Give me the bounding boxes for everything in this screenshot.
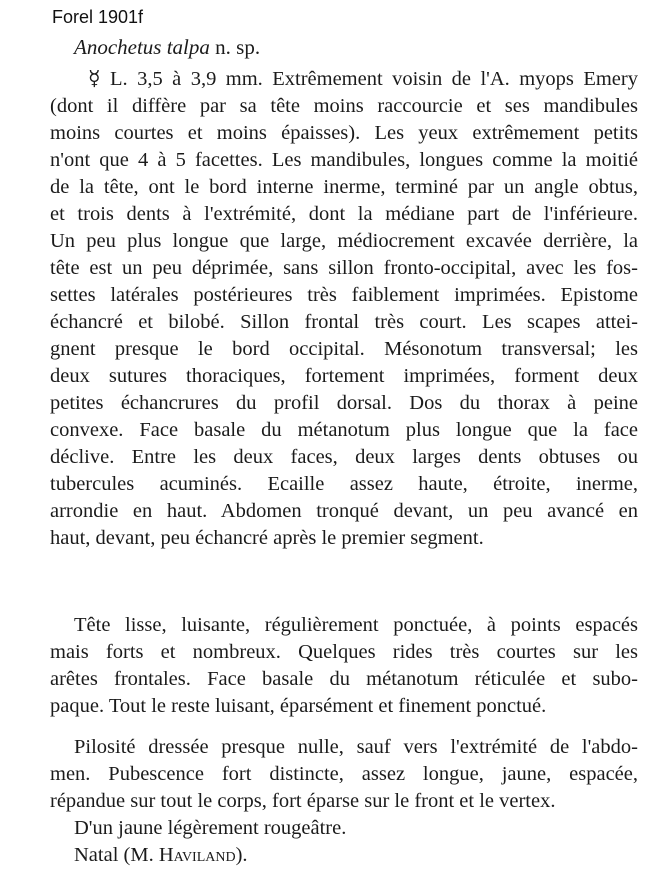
description-line: tête est un peu déprimée, sans sillon fronto-occipital, avec les fos-: [50, 257, 638, 279]
description-line: arrondie en haut. Abdomen tronqué devant, un peu avancé en: [50, 500, 638, 522]
description-line: settes latérales postérieures très faiblement imprimées. Epistome: [50, 284, 638, 306]
pilosity-paragraph: [50, 734, 638, 815]
color-paragraph: [74, 815, 638, 842]
sculpture-line: arêtes frontales. Face basale du métanotum réticulée et subo-: [50, 668, 638, 690]
description-line: Un peu plus longue que large, médiocrement excavée derrière, la: [50, 230, 638, 252]
description-line: déclive. Entre les deux faces, deux larges dents obtuses ou: [50, 446, 638, 468]
reference-label: Forel 1901f: [52, 7, 144, 27]
pilosity-line: men. Pubescence fort distincte, assez longue, jaune, espacée,: [50, 763, 638, 785]
sculpture-line: Tête lisse, luisante, régulièrement ponctuée, à points espacés: [74, 614, 638, 636]
locality-collector: (M. Haviland).: [123, 844, 248, 866]
description-line: et trois dents à l'extrémité, dont la médiane part de l'inférieure.: [50, 203, 638, 225]
species-title: [74, 34, 260, 60]
locality-paragraph: [74, 842, 638, 869]
locality-place: Natal: [74, 844, 119, 866]
sculpture-line: paque. Tout le reste luisant, éparsément et finement ponctué.: [50, 695, 547, 717]
description-line: gnent presque le bord occipital. Mésonotum transversal; les: [50, 338, 638, 360]
pilosity-line: Pilosité dressée presque nulle, sauf vers l'extrémité de l'abdo-: [74, 736, 638, 758]
description-line: haut, devant, peu échancré après le premier segment.: [50, 527, 484, 549]
description-line: convexe. Face basale du métanotum plus longue que la face: [50, 419, 638, 441]
description-line: (dont il diffère par sa tête moins raccourcie et ses mandibules: [50, 95, 638, 117]
sculpture-line: mais forts et nombreux. Quelques rides très courtes sur les: [50, 641, 638, 663]
description-line: n'ont que 4 à 5 facettes. Les mandibules, longues comme la moitié: [50, 149, 638, 171]
description-line: échancré et bilobé. Sillon frontal très court. Les scapes attei-: [50, 311, 638, 333]
description-line: moins courtes et moins épaisses). Les yeux extrêmement petits: [50, 122, 638, 144]
sculpture-paragraph: [50, 612, 638, 720]
description-line: tubercules acuminés. Ecaille assez haute, étroite, inerme,: [50, 473, 638, 495]
locality-line: [74, 842, 638, 869]
description-line: deux sutures thoraciques, fortement imprimées, forment deux: [50, 365, 638, 387]
species-status: n. sp.: [215, 35, 261, 59]
color-text: D'un jaune légèrement rougeâtre.: [74, 817, 347, 839]
pilosity-line: répandue sur tout le corps, fort éparse sur le front et le vertex.: [50, 790, 556, 812]
description-line: petites échancrures du profil dorsal. Dos du thorax à peine: [50, 392, 638, 414]
description-paragraph: [50, 66, 638, 552]
description-line: de la tête, ont le bord interne inerme, terminé par un angle obtus,: [50, 176, 638, 198]
description-line: ☿ L. 3,5 à 3,9 mm. Extrêmement voisin de l'A. myops Emery: [88, 68, 638, 90]
species-name: Anochetus talpa: [74, 35, 210, 59]
